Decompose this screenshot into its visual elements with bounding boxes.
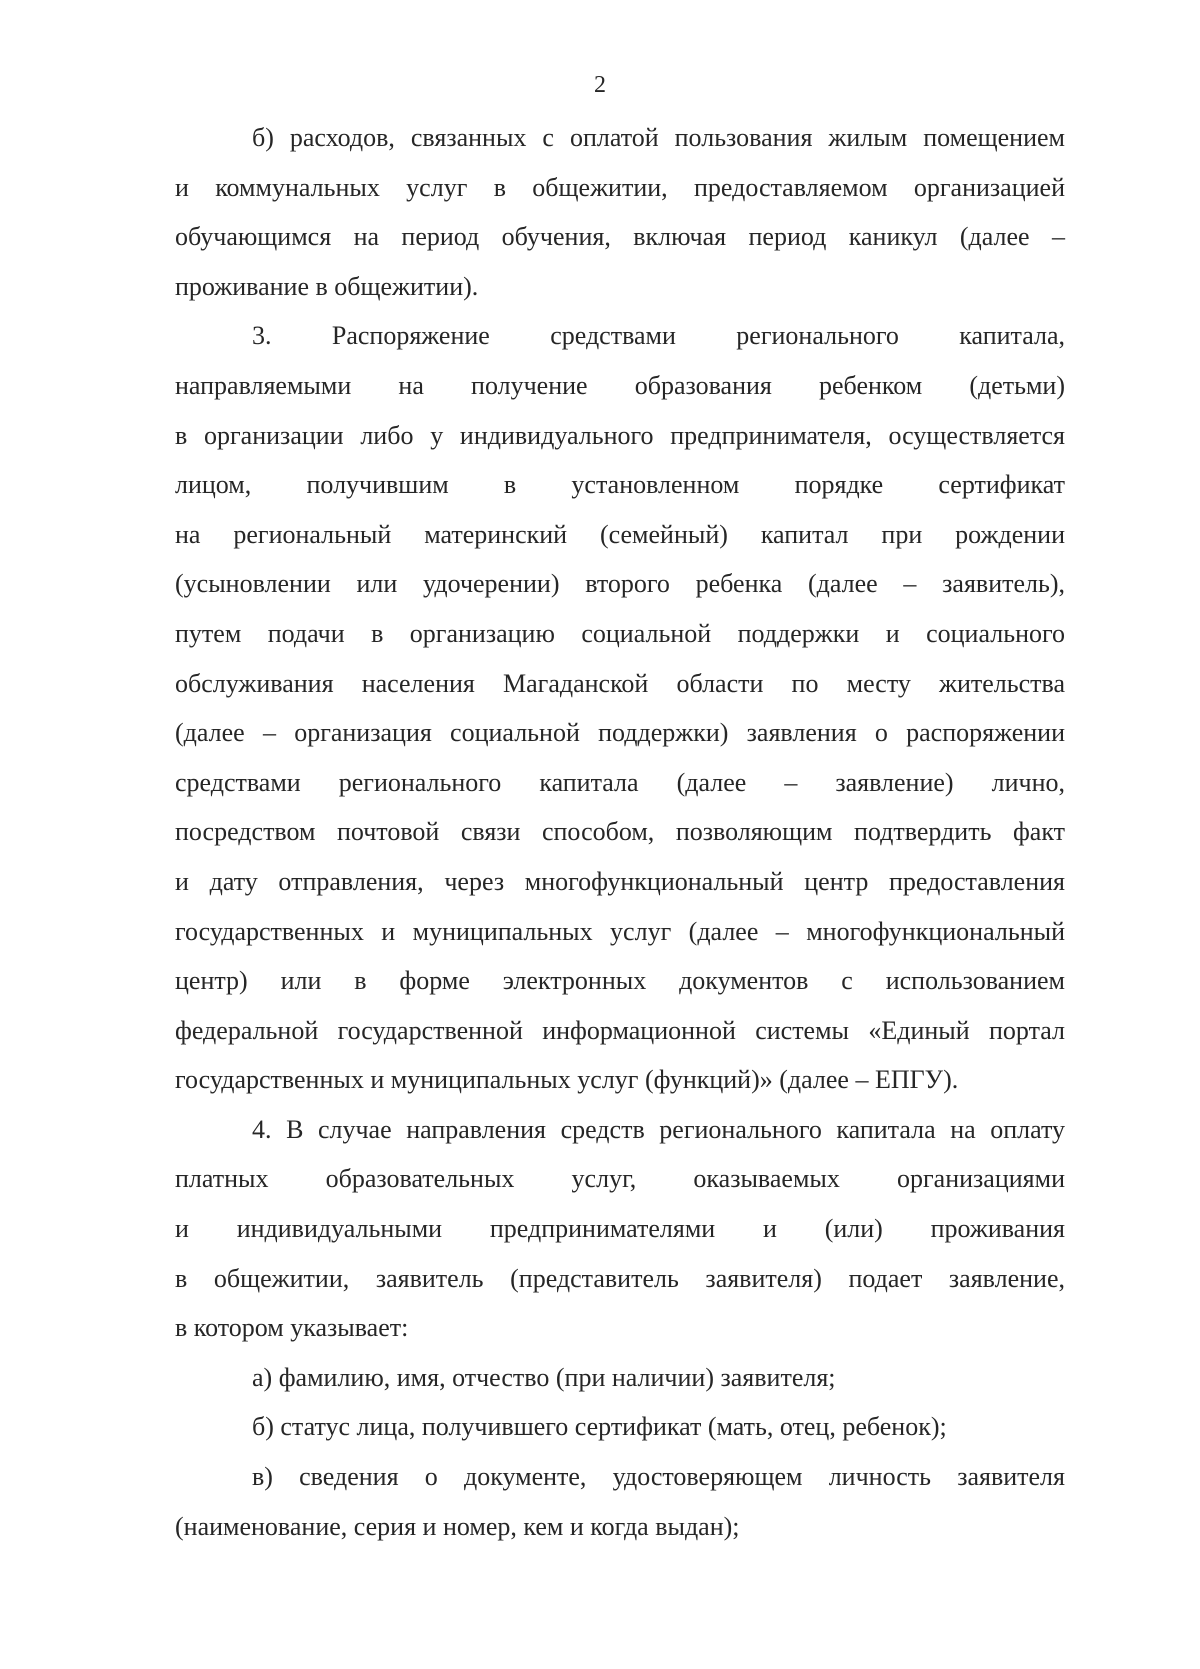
text-line: в котором указывает:: [175, 1313, 409, 1343]
text-line: направляемыми на получение образования ребенком (детьми): [175, 370, 1065, 400]
text-line: посредством почтовой связи способом, позволяющим подтвердить факт: [175, 817, 1065, 847]
text-line: обслуживания населения Магаданской области по месту жительства: [175, 668, 1065, 698]
text-line: государственных и муниципальных услуг (далее – многофункциональный: [175, 916, 1065, 946]
text-line: (наименование, серия и номер, кем и когда выдан);: [175, 1511, 740, 1541]
text-line: на региональный материнский (семейный) капитал при рождении: [175, 519, 1065, 549]
text-line: и коммунальных услуг в общежитии, предоставляемом организацией: [175, 172, 1065, 202]
document-body: [175, 113, 1065, 1551]
text-line: в организации либо у индивидуального предпринимателя, осуществляется: [175, 420, 1065, 450]
page-number: 2: [594, 72, 606, 98]
text-line: государственных и муниципальных услуг (функций)» (далее – ЕПГУ).: [175, 1065, 959, 1095]
text-line: и индивидуальными предпринимателями и (или) проживания: [175, 1214, 1065, 1244]
text-line: 4. В случае направления средств регионального капитала на оплату: [252, 1114, 1065, 1144]
text-line: б) расходов, связанных с оплатой пользования жилым помещением: [252, 123, 1065, 152]
text-line: центр) или в форме электронных документов с использованием: [175, 966, 1065, 996]
text-line: путем подачи в организацию социальной поддержки и социального: [175, 618, 1065, 648]
text-line: средствами регионального капитала (далее – заявление) лично,: [175, 767, 1065, 797]
text-line: платных образовательных услуг, оказываемых организациями: [175, 1164, 1065, 1194]
text-line: проживание в общежитии).: [175, 271, 479, 301]
text-line: обучающимся на период обучения, включая период каникул (далее –: [175, 222, 1065, 252]
text-line: а) фамилию, имя, отчество (при наличии) заявителя;: [252, 1362, 836, 1392]
text-line: 3. Распоряжение средствами регионального капитала,: [252, 321, 1065, 351]
text-line: в общежитии, заявитель (представитель заявителя) подает заявление,: [175, 1263, 1065, 1293]
text-line: (далее – организация социальной поддержки) заявления о распоряжении: [175, 718, 1065, 748]
text-line: федеральной государственной информационной системы «Единый портал: [175, 1015, 1065, 1045]
text-line: лицом, получившим в установленном порядке сертификат: [175, 470, 1065, 500]
text-line: и дату отправления, через многофункциональный центр предоставления: [175, 866, 1065, 896]
text-line: в) сведения о документе, удостоверяющем личность заявителя: [252, 1462, 1065, 1492]
text-line: б) статус лица, получившего сертификат (мать, отец, ребенок);: [252, 1412, 947, 1442]
text-line: (усыновлении или удочерении) второго ребенка (далее – заявитель),: [175, 569, 1065, 599]
